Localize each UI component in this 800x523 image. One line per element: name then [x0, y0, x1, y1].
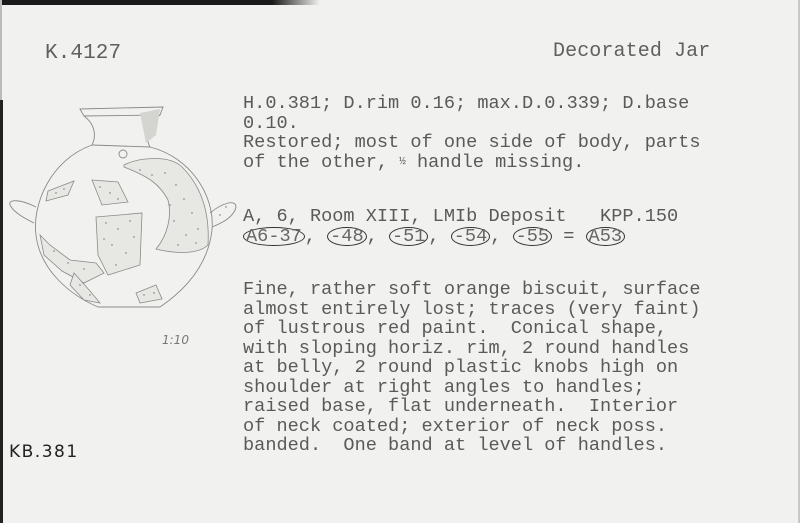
circled-ref: -51 — [389, 227, 428, 246]
description-line: banded. One band at level of handles. — [243, 435, 668, 456]
circled-ref: -55 — [513, 227, 552, 246]
dimensions-block — [243, 94, 700, 172]
separator: , — [490, 225, 513, 247]
description-line: of lustrous red paint. Conical shape, — [243, 318, 668, 339]
drawing-scale-note: 1:10 — [162, 333, 189, 347]
description-line: at belly, 2 round plastic knobs high on — [243, 357, 679, 378]
condition-line: Restored; most of one side of body, parts — [243, 132, 701, 153]
circled-ref-result: A53 — [586, 227, 625, 246]
inventory-refs-line — [243, 227, 678, 247]
condition-text: of the other, — [243, 151, 400, 173]
object-title: Decorated Jar — [553, 40, 711, 63]
findspot-line: A, 6, Room XIII, LMIb Deposit KPP.150 — [243, 206, 679, 227]
card-top-edge-shadow — [0, 0, 320, 5]
separator: , — [366, 225, 389, 247]
fraction-half: ½ — [399, 155, 406, 168]
dimensions-line: H.0.381; D.rim 0.16; max.D.0.339; D.base — [243, 93, 690, 114]
description-line: almost entirely lost; traces (very faint) — [243, 298, 701, 320]
equals-sign: = — [552, 225, 586, 247]
provenance-block — [243, 207, 678, 246]
description-line: Fine, rather soft orange biscuit, surface — [243, 279, 701, 300]
description-line: of neck coated; exterior of neck poss. — [243, 415, 668, 437]
condition-text: handle missing. — [405, 151, 585, 173]
description-line: with sloping horiz. rim, 2 round handles — [243, 337, 690, 359]
handwritten-reference: KB.381 — [9, 442, 79, 462]
circled-ref: A6-37 — [243, 227, 305, 246]
accession-number: K.4127 — [45, 42, 122, 65]
circled-ref: -48 — [327, 227, 366, 246]
dimensions-line: 0.10. — [243, 112, 299, 134]
description-line: raised base, flat underneath. Interior — [243, 396, 679, 417]
separator: , — [304, 225, 328, 247]
jar-drawing-icon — [0, 95, 240, 325]
card-left-edge-light — [0, 0, 2, 100]
description-line: shoulder at right angles to handles; — [243, 376, 645, 398]
description-block — [243, 280, 700, 456]
circled-ref: -54 — [451, 227, 490, 246]
separator: , — [428, 225, 451, 247]
condition-line — [243, 153, 700, 173]
